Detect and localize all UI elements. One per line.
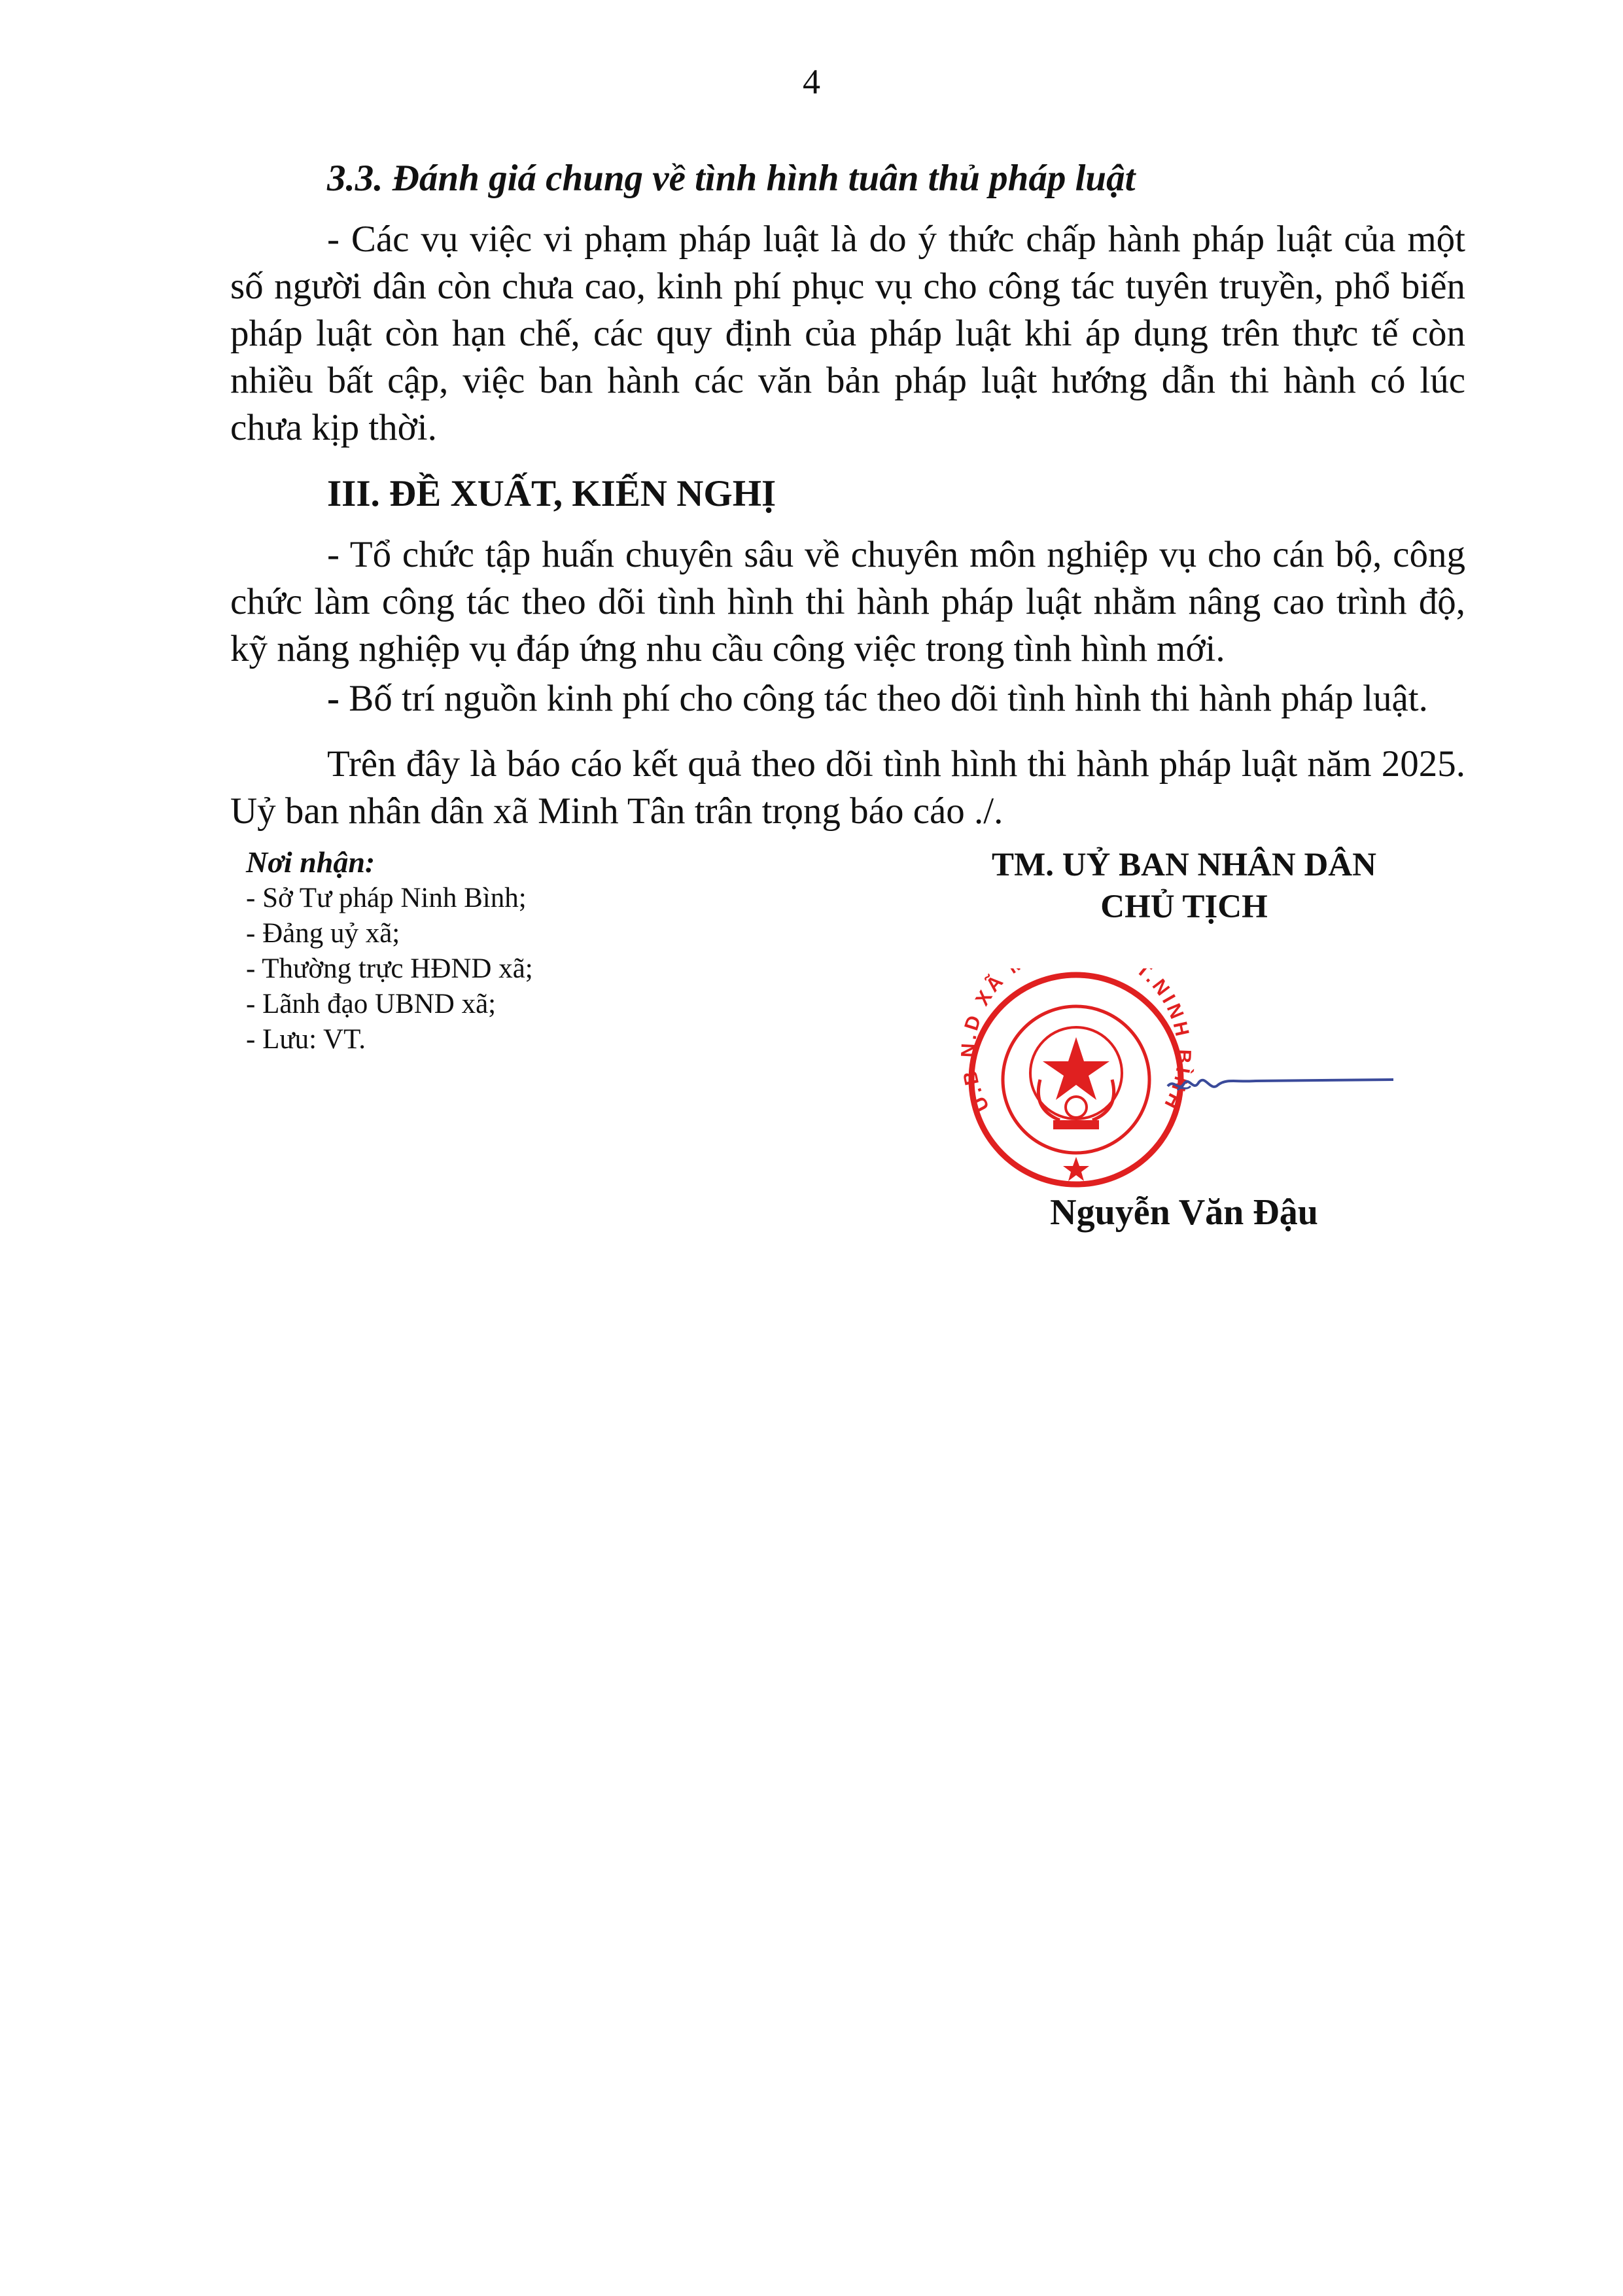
seal-and-signature bbox=[949, 968, 1406, 1191]
handwritten-signature bbox=[1168, 1080, 1393, 1090]
compliance-assessment-paragraph: - Các vụ việc vi phạm pháp luật là do ý thức chấp hành pháp luật của một số người dân còn chưa cao, kinh phí phục vụ cho công tác tuyên truyền, phổ biến pháp luật còn hạn chế, các quy định của pháp luật khi áp dụng trên thực tế còn nhiều bất cập, việc ban hành các văn bản pháp luật hướng dẫn thi hành có lúc chưa kịp thời. bbox=[230, 219, 1465, 448]
proposal-funding-text: Bố trí nguồn kinh phí cho công tác theo dõi tình hình thi hành pháp luật. bbox=[339, 678, 1428, 719]
signer-on-behalf: TM. UỶ BAN NHÂN DÂN bbox=[992, 847, 1376, 883]
recipient-item: - Đảng uỷ xã; bbox=[246, 918, 400, 949]
signer-name: Nguyễn Văn Đậu bbox=[1050, 1192, 1318, 1233]
signer-block bbox=[896, 844, 1472, 928]
recipient-item: - Sở Tư pháp Ninh Bình; bbox=[246, 883, 527, 913]
seal-text-path: U.B.N.D XÃ T.NINH BÌNH bbox=[957, 968, 1195, 1116]
seal-bottom-star-icon bbox=[1063, 1157, 1089, 1181]
recipients-list bbox=[246, 881, 533, 1057]
recipient-item: - Thường trực HĐND xã; bbox=[246, 953, 533, 984]
proposals-heading: III. ĐỀ XUẤT, KIẾN NGHỊ bbox=[327, 473, 777, 514]
seal-and-signature-graphic bbox=[949, 968, 1406, 1191]
signer-title: CHỦ TỊCH bbox=[1100, 889, 1268, 925]
page-number: 4 bbox=[803, 62, 820, 101]
official-seal bbox=[958, 968, 1195, 1184]
recipient-item: - Lưu: VT. bbox=[246, 1024, 366, 1055]
recipients-title: Nơi nhận: bbox=[246, 845, 375, 879]
proposal-funding-dash: - bbox=[327, 678, 340, 719]
recipient-item: - Lãnh đạo UBND xã; bbox=[246, 989, 497, 1019]
closing-paragraph: Trên đây là báo cáo kết quả theo dõi tình hình thi hành pháp luật năm 2025. Uỷ ban nhân dân xã Minh Tân trân trọng báo cáo ./. bbox=[230, 743, 1465, 832]
section-heading-3-3: 3.3. Đánh giá chung về tình hình tuân thủ pháp luật bbox=[327, 158, 1136, 199]
recipients-block bbox=[246, 844, 533, 1057]
national-emblem-icon bbox=[1030, 1027, 1122, 1129]
proposal-training-paragraph: - Tổ chức tập huấn chuyên sâu về chuyên môn nghiệp vụ cho cán bộ, công chức làm công tác theo dõi tình hình thi hành pháp luật nhằm nâng cao trình độ, kỹ năng nghiệp vụ đáp ứng nhu cầu công việc trong tình hình mới. bbox=[230, 534, 1465, 669]
proposal-funding-paragraph bbox=[230, 675, 1465, 722]
